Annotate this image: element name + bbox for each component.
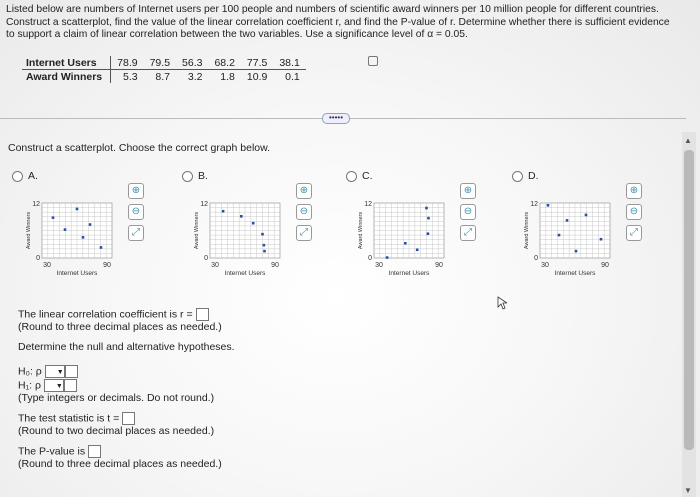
mouse-cursor-icon	[497, 296, 507, 310]
table-cell: 8.7	[155, 70, 171, 83]
zoom-in-icon[interactable]: ⊕	[296, 183, 312, 199]
table-cell: 0.1	[285, 70, 300, 83]
t-input[interactable]	[122, 412, 135, 425]
radio-b[interactable]	[182, 171, 193, 182]
h0-label: H₀: ρ	[18, 365, 42, 378]
data-point	[386, 256, 389, 259]
y-max-tick: 12	[200, 201, 208, 208]
y-axis-label: Award Winners	[358, 211, 364, 250]
h1-operator-select[interactable]: ▼	[44, 379, 64, 392]
h1-value-input[interactable]	[64, 379, 77, 392]
x-axis-label: Internet Users	[388, 270, 430, 277]
table-cell: 5.3	[122, 70, 138, 83]
p-note: (Round to three decimal places as needed.)	[18, 458, 222, 471]
option-d[interactable]	[512, 170, 539, 182]
data-point	[427, 232, 430, 235]
x-max-tick: 90	[103, 262, 111, 269]
data-point	[76, 208, 79, 211]
hypothesis-prompt: Determine the null and alternative hypotheses.	[18, 341, 235, 354]
scatterplot-prompt: Construct a scatterplot. Choose the correct graph below.	[8, 142, 271, 154]
scatterplot-a	[20, 185, 170, 290]
problem-line: Listed below are numbers of Internet users per 100 people and numbers of scientific award winners per 10 million people for different countries.	[6, 4, 659, 15]
question-section	[18, 308, 235, 471]
option-letter: D.	[528, 170, 539, 182]
data-point	[64, 228, 67, 231]
t-note: (Round to two decimal places as needed.)	[18, 425, 215, 438]
radio-c[interactable]	[346, 171, 357, 182]
x-min-tick: 30	[375, 262, 383, 269]
scatterplot-b	[188, 185, 338, 290]
data-point	[100, 246, 103, 249]
h0-operator-select[interactable]: ▼	[45, 365, 65, 378]
x-axis-label: Internet Users	[224, 270, 266, 277]
zoom-out-icon[interactable]: ⊖	[460, 204, 476, 220]
x-max-tick: 90	[271, 262, 279, 269]
data-point	[547, 204, 550, 207]
option-b[interactable]	[182, 170, 208, 182]
h0-value-input[interactable]	[65, 365, 78, 378]
expand-icon[interactable]: ⤢	[128, 225, 144, 241]
r-input[interactable]	[196, 308, 209, 321]
r-note: (Round to three decimal places as needed.)	[18, 321, 222, 334]
zoom-in-icon[interactable]: ⊕	[128, 183, 144, 199]
scrollbar-thumb[interactable]	[684, 150, 694, 450]
data-point	[89, 223, 92, 226]
y-min-tick: 0	[368, 255, 372, 262]
x-axis-label: Internet Users	[554, 270, 596, 277]
data-table	[22, 56, 306, 83]
data-point	[261, 233, 264, 236]
scroll-down-icon[interactable]: ▼	[684, 486, 692, 495]
r-question: The linear correlation coefficient is r =	[18, 308, 193, 321]
zoom-out-icon[interactable]: ⊖	[128, 204, 144, 220]
data-point	[585, 214, 588, 217]
table-cell: 79.5	[144, 56, 176, 70]
expand-icon[interactable]: ⤢	[296, 225, 312, 241]
data-point	[600, 238, 603, 241]
expand-ellipsis-button[interactable]: •••••	[322, 113, 350, 124]
y-max-tick: 12	[32, 201, 40, 208]
h1-label: H₁: ρ	[18, 378, 41, 391]
p-question: The P-value is	[18, 445, 86, 458]
table-row	[22, 56, 306, 70]
data-point	[427, 217, 430, 220]
y-axis-label: Award Winners	[26, 211, 32, 250]
data-point	[263, 244, 266, 247]
p-input[interactable]	[88, 445, 101, 458]
data-point	[82, 236, 85, 239]
radio-d[interactable]	[512, 171, 523, 182]
expand-icon[interactable]: ⤢	[626, 225, 642, 241]
table-cell: 68.2	[208, 56, 240, 70]
table-row	[22, 70, 306, 84]
x-max-tick: 90	[601, 262, 609, 269]
problem-line: to support a claim of linear correlation between the two variables. Use a significance level of α = 0.05.	[6, 29, 468, 40]
table-cell: 1.8	[220, 70, 235, 83]
scatterplot-d	[518, 185, 668, 290]
radio-a[interactable]	[12, 171, 23, 182]
problem-line: Construct a scatterplot, find the value of the linear correlation coefficient r, and find the P-value of r. Determine whether there is sufficient evidence	[6, 16, 670, 28]
table-cell: 10.9	[246, 70, 268, 83]
y-max-tick: 12	[530, 201, 538, 208]
option-letter: C.	[362, 170, 373, 182]
data-point	[416, 248, 419, 251]
option-c[interactable]	[346, 170, 373, 182]
y-min-tick: 0	[36, 255, 40, 262]
hypothesis-note: (Type integers or decimals. Do not round.)	[18, 391, 215, 404]
row-label: Award Winners	[22, 70, 111, 84]
data-point	[263, 250, 266, 253]
data-point	[566, 219, 569, 222]
row-label: Internet Users	[22, 56, 111, 70]
data-point	[575, 250, 578, 253]
table-cell: 38.1	[273, 56, 305, 70]
zoom-in-icon[interactable]: ⊕	[626, 183, 642, 199]
t-question: The test statistic is t =	[18, 412, 120, 425]
problem-statement	[6, 4, 696, 42]
scatterplot-c	[352, 185, 502, 290]
data-point	[425, 207, 428, 210]
zoom-out-icon[interactable]: ⊖	[296, 204, 312, 220]
zoom-out-icon[interactable]: ⊖	[626, 204, 642, 220]
data-point	[252, 222, 255, 225]
data-point	[222, 210, 225, 213]
table-cell: 56.3	[176, 56, 208, 70]
y-min-tick: 0	[204, 255, 208, 262]
option-letter: B.	[198, 170, 208, 182]
y-axis-label: Award Winners	[524, 211, 530, 250]
data-point	[558, 234, 561, 237]
x-max-tick: 90	[435, 262, 443, 269]
scroll-up-icon[interactable]: ▲	[684, 136, 692, 145]
x-min-tick: 30	[541, 262, 549, 269]
x-min-tick: 30	[211, 262, 219, 269]
table-cell: 3.2	[187, 70, 203, 83]
expand-icon[interactable]: ⤢	[460, 225, 476, 241]
data-point	[404, 242, 407, 245]
zoom-in-icon[interactable]: ⊕	[460, 183, 476, 199]
option-a[interactable]	[12, 170, 38, 182]
y-axis-label: Award Winners	[194, 211, 200, 250]
table-cell: 77.5	[241, 56, 273, 70]
x-axis-label: Internet Users	[56, 270, 98, 277]
data-point	[52, 216, 55, 219]
y-max-tick: 12	[364, 201, 372, 208]
option-letter: A.	[28, 170, 38, 182]
x-min-tick: 30	[43, 262, 51, 269]
y-min-tick: 0	[534, 255, 538, 262]
copy-data-icon[interactable]	[368, 56, 378, 66]
table-cell: 78.9	[111, 56, 144, 70]
data-point	[240, 215, 243, 218]
